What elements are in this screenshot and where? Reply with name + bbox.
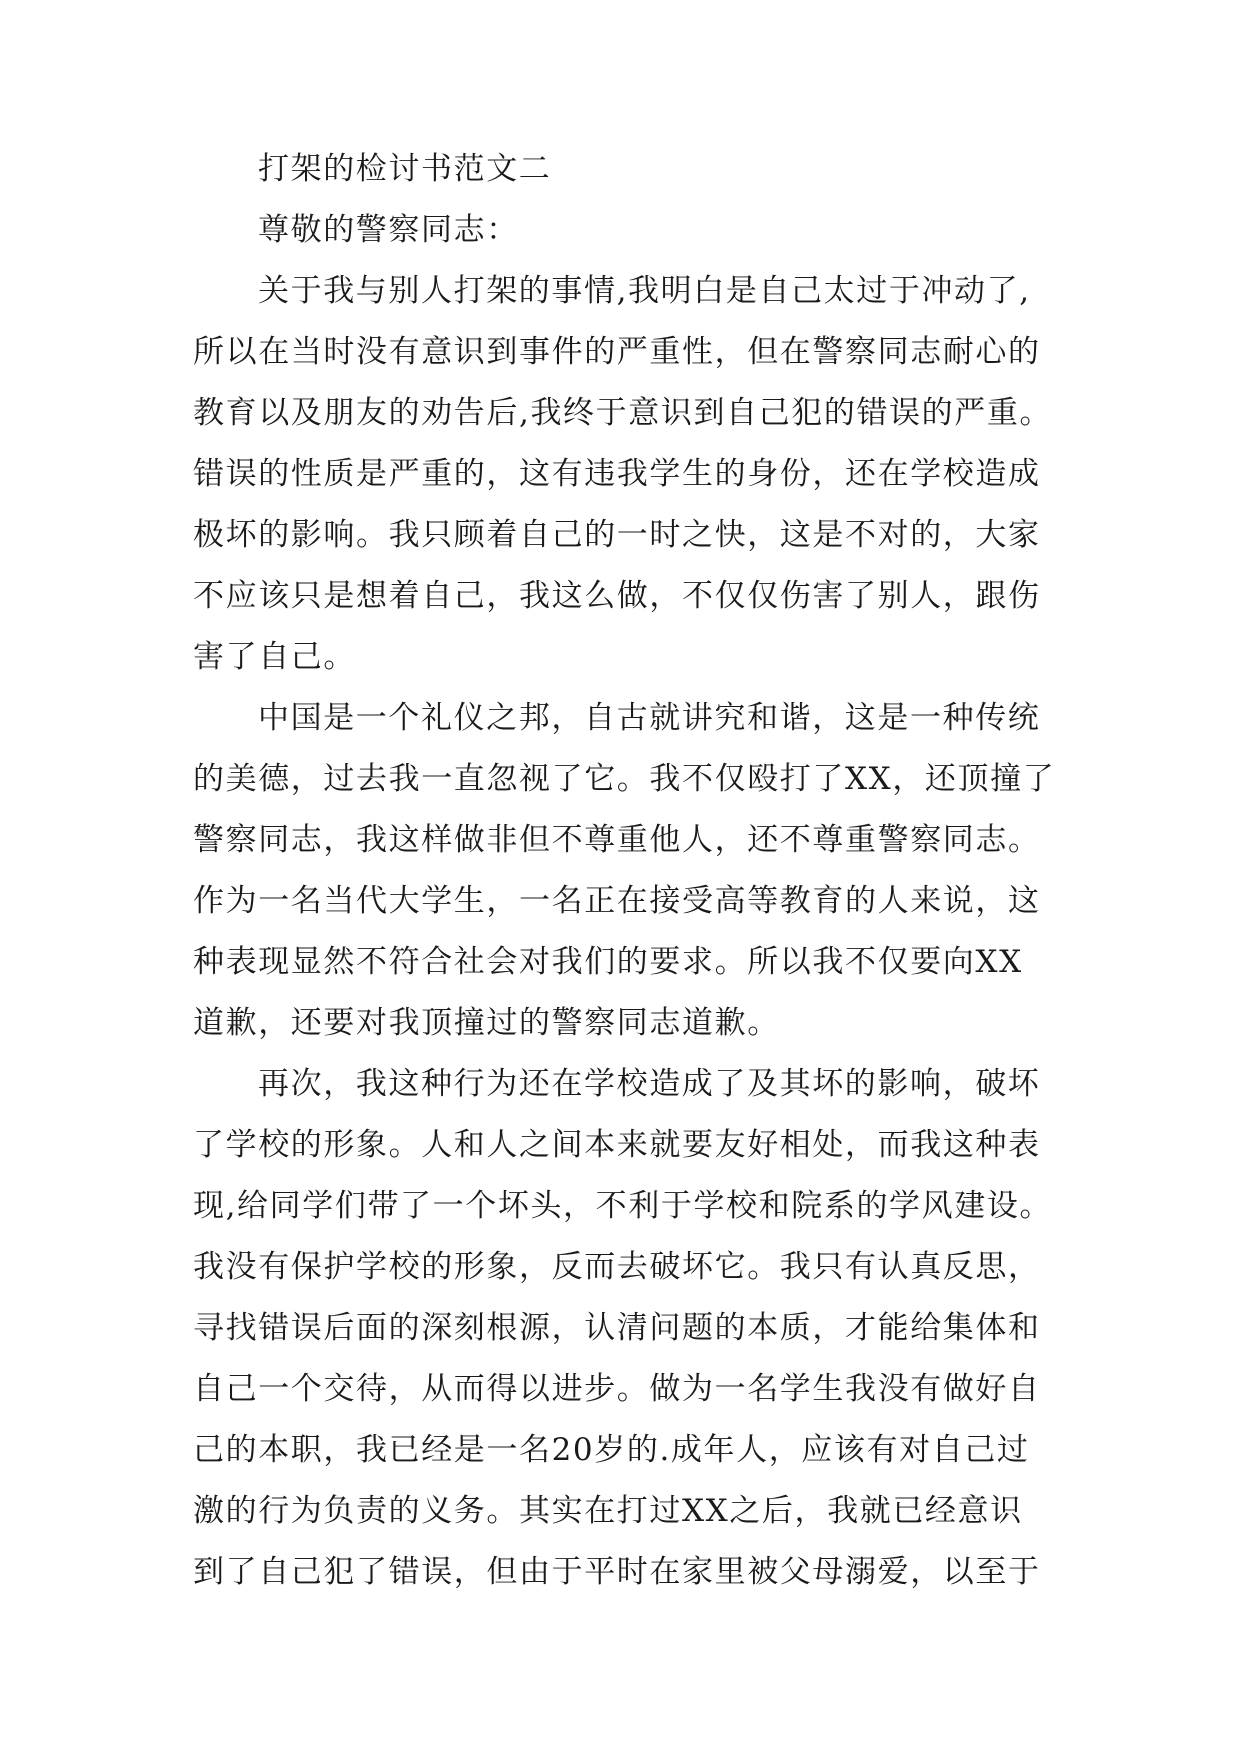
text-line: 道歉，还要对我顶撞过的警察同志道歉。 (193, 1005, 780, 1041)
text-line: 自己一个交待，从而得以进步。做为一名学生我没有做好自 (193, 1371, 1041, 1407)
text-line: 了学校的形象。人和人之间本来就要友好相处，而我这种表 (193, 1127, 1041, 1163)
text-line: 的美德，过去我一直忽视了它。我不仅殴打了XX，还顶撞了 (193, 761, 1056, 797)
text-line: 种表现显然不符合社会对我们的要求。所以我不仅要向XX (193, 944, 1023, 980)
text-line: 警察同志，我这样做非但不尊重他人，还不尊重警察同志。 (193, 822, 1041, 858)
text-line: 极坏的影响。我只顾着自己的一时之快，这是不对的，大家 (193, 517, 1041, 553)
text-line: 己的本职，我已经是一名20岁的.成年人，应该有对自己过 (193, 1432, 1030, 1468)
text-line: 害了自己。 (193, 639, 356, 675)
text-line: 中国是一个礼仪之邦，自古就讲究和谐，这是一种传统 (258, 700, 1041, 736)
text-line: 激的行为负责的义务。其实在打过XX之后，我就已经意识 (193, 1493, 1023, 1529)
text-line: 再次，我这种行为还在学校造成了及其坏的影响，破坏 (258, 1066, 1041, 1102)
text-line: 错误的性质是严重的，这有违我学生的身份，还在学校造成 (193, 456, 1041, 492)
text-line: 现,给同学们带了一个坏头，不利于学校和院系的学风建设。 (193, 1188, 1053, 1224)
document-title: 打架的检讨书范文二 (258, 151, 552, 187)
text-line: 教育以及朋友的劝告后,我终于意识到自己犯的错误的严重。 (193, 395, 1053, 431)
salutation: 尊敬的警察同志： (258, 212, 519, 248)
text-line: 作为一名当代大学生，一名正在接受高等教育的人来说，这 (193, 883, 1041, 919)
text-line: 寻找错误后面的深刻根源，认清问题的本质，才能给集体和 (193, 1310, 1041, 1346)
text-line: 关于我与别人打架的事情,我明白是自己太过于冲动了, (258, 273, 1031, 309)
text-line: 所以在当时没有意识到事件的严重性，但在警察同志耐心的 (193, 334, 1041, 370)
text-line: 我没有保护学校的形象，反而去破坏它。我只有认真反思， (193, 1249, 1041, 1285)
text-line: 到了自己犯了错误，但由于平时在家里被父母溺爱，以至于 (193, 1554, 1041, 1590)
text-line: 不应该只是想着自己，我这么做，不仅仅伤害了别人，跟伤 (193, 578, 1041, 614)
